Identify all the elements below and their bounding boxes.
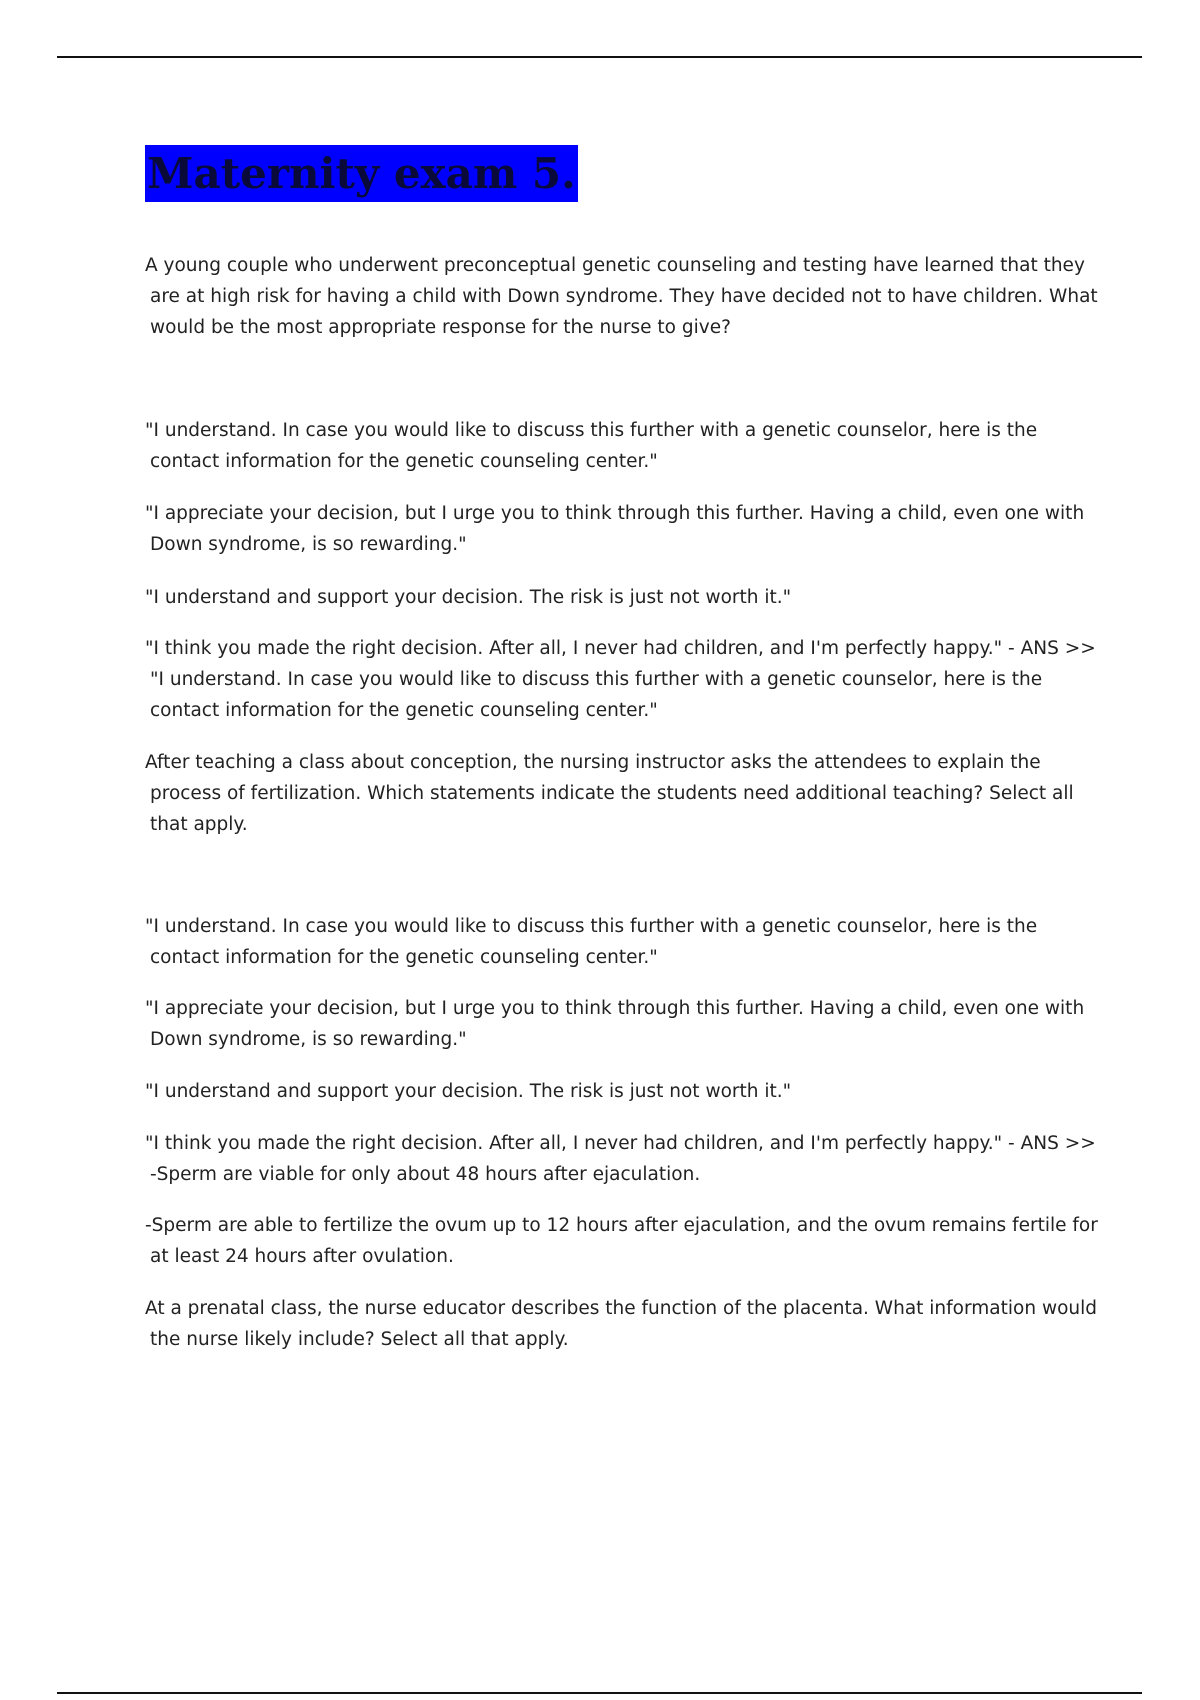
question-2-option-b: "I appreciate your decision, but I urge you to think through this further. Having a child, even one with Down syndrome, is so rewarding." — [145, 998, 1085, 1050]
question-1-stem: A young couple who underwent preconceptual genetic counseling and testing have learned that they are at high risk for having a child with Down syndrome. They have decided not to have children. What would be the most appropriate response for the nurse to give? — [145, 255, 1098, 338]
document-title: Maternity exam 5. — [145, 145, 578, 202]
question-2-answer-continued: -Sperm are able to fertilize the ovum up to 12 hours after ejaculation, and the ovum remains fertile for at least 24 hours after ovulation. — [145, 1215, 1098, 1267]
question-1-option-a: "I understand. In case you would like to discuss this further with a genetic counselor, here is the contact information for the genetic counseling center." — [145, 420, 1038, 472]
question-2-stem: After teaching a class about conception, the nursing instructor asks the attendees to explain the process of fertilization. Which statements indicate the students need additional teaching? Select all that apply. — [145, 752, 1074, 835]
top-rule — [57, 56, 1142, 58]
question-2-option-d-answer: "I think you made the right decision. After all, I never had children, and I'm perfectly happy." - ANS >> -Sperm are viable for only about 48 hours after ejaculation. — [145, 1133, 1096, 1185]
question-2-option-a: "I understand. In case you would like to discuss this further with a genetic counselor, here is the contact information for the genetic counseling center." — [145, 916, 1038, 968]
question-2-option-c: "I understand and support your decision. The risk is just not worth it." — [145, 1081, 792, 1102]
question-3-stem: At a prenatal class, the nurse educator describes the function of the placenta. What information would the nurse likely include? Select all that apply. — [145, 1298, 1098, 1350]
question-1-option-d-answer: "I think you made the right decision. After all, I never had children, and I'm perfectly happy." - ANS >> "I understand. In case you would like to discuss this further with a genetic counselor, here is the contact information for the genetic counseling center." — [145, 638, 1096, 721]
question-1-option-c: "I understand and support your decision. The risk is just not worth it." — [145, 587, 792, 608]
bottom-rule — [57, 1692, 1142, 1694]
question-1-option-b: "I appreciate your decision, but I urge you to think through this further. Having a child, even one with Down syndrome, is so rewarding." — [145, 503, 1085, 555]
